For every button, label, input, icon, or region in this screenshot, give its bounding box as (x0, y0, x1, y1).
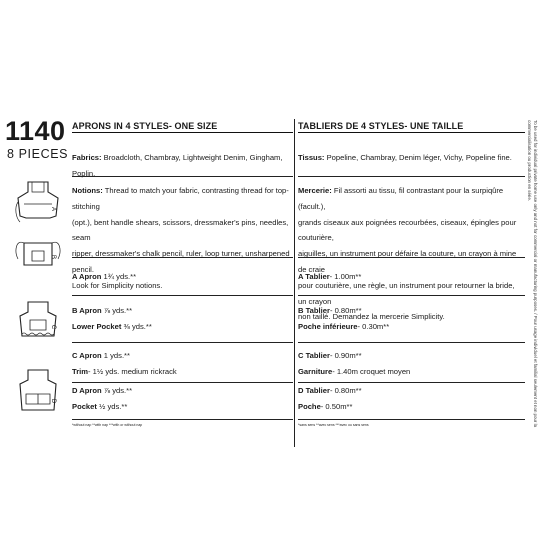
french-heading: TABLIERS DE 4 STYLES- UNE TAILLE (298, 121, 464, 131)
divider (298, 295, 525, 296)
divider (298, 257, 525, 258)
column-divider (294, 119, 295, 447)
english-notions: Notions: Thread to match your fabric, contrasting thread for top-stitching (opt.), bent handle shears, scissors, dressmaker's pins, needles, seam ripper, dressmaker's chalk pencil, ruler, loop turner, unsharpened pencil. Look for Simplicity notions. (72, 186, 290, 290)
pattern-number: 1140 (5, 116, 66, 146)
english-heading: APRONS IN 4 STYLES- ONE SIZE (72, 121, 218, 131)
french-notions: Mercerie: Fil assorti au tissu, fil contrastant pour la surpiqûre (facult.), grands ciseaux aux poignées recourbées, ciseaux, épingles pour couturière, aiguilles, un instrument pour défaire la couture, un crayon à mine de craie pour couturière, une règle, un instrument pour retourner la bride, un crayon non taillé. Demandez la mercerie Simplicity. (298, 186, 517, 322)
usage-notice: To be used for individual private home use only and not for commercial or manufacturing purposes. / Pour usage individuel et familial seulement et non pour la commercialisation ou production en série. (527, 120, 538, 428)
french-column (298, 121, 525, 427)
english-item-b: B Apron ⅞ yds.** Lower Pocket ⅜ yds.** (72, 306, 152, 331)
divider (298, 342, 525, 343)
view-label-a: A (50, 206, 57, 212)
divider (72, 342, 293, 343)
french-fabrics: Tissus: Popeline, Chambray, Denim léger, Vichy, Popeline fine. (298, 153, 512, 162)
divider (72, 176, 293, 177)
view-label-d: D (50, 398, 57, 404)
english-column (72, 121, 293, 427)
french-item-a: A Tablier- 1.00m** (298, 272, 362, 281)
french-item-c: C Tablier- 0.90m** Garniture- 1.40m croquet moyen (298, 351, 411, 376)
english-fabrics: Fabrics: Broadcloth, Chambray, Lightweight Denim, Gingham, Poplin. (72, 153, 283, 178)
english-footnote: *without nap **with nap ***with or without nap (72, 423, 143, 427)
apron-c-sketch (14, 296, 62, 344)
divider (72, 132, 293, 133)
apron-d-sketch (14, 366, 62, 414)
english-item-d-lines (72, 365, 293, 381)
french-footnote: *sans sens **avec sens ***avec ou sans sens (298, 423, 369, 427)
divider (298, 132, 525, 133)
divider (72, 419, 293, 420)
divider (298, 419, 525, 420)
divider (72, 257, 293, 258)
english-item-c: C Apron 1 yds.** Trim- 1½ yds. medium rickrack (72, 351, 177, 376)
view-label-b: B (50, 254, 57, 260)
french-item-b: B Tablier- 0.80m** Poche inférieure- 0.30m** (298, 306, 390, 331)
view-label-c: C (50, 324, 57, 330)
english-item-a: A Apron 1¾ yds.** (72, 272, 137, 281)
apron-b-sketch (14, 225, 62, 273)
divider (298, 176, 525, 177)
french-item-d: D Tablier- 0.80m** Poche- 0.50m** (298, 386, 362, 411)
divider (72, 295, 293, 296)
pieces-count: 8 PIECES (7, 147, 69, 161)
apron-a-sketch (14, 178, 62, 226)
english-item-d-block: D Apron ⅞ yds.** Pocket ½ yds.** (72, 386, 133, 411)
